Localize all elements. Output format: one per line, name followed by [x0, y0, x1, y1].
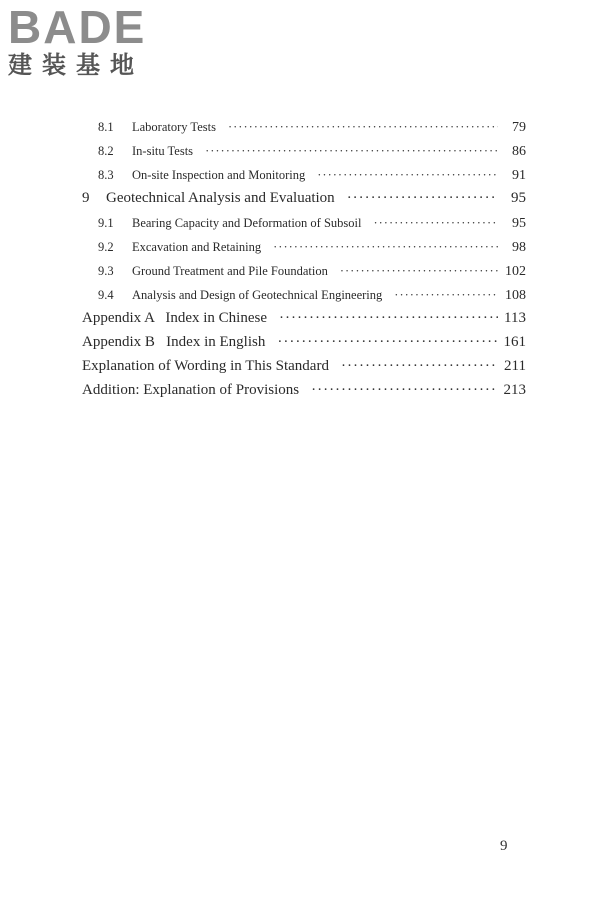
toc-entry-page: 79 — [512, 120, 526, 135]
toc-entry-title: Appendix B Index in English — [82, 334, 266, 350]
toc-entry-number: 8.1 — [98, 120, 114, 134]
footer-page-number: 9 — [500, 838, 508, 854]
toc-leader-dots — [341, 358, 498, 375]
toc-entry-title: Analysis and Design of Geotechnical Engineering — [132, 288, 383, 302]
toc-entry-number: 9.2 — [98, 240, 114, 254]
toc-entry-9-4[interactable] — [98, 288, 526, 304]
toc-entry-explanation-of-wording[interactable] — [82, 358, 526, 375]
toc-leader-dots — [394, 288, 498, 303]
toc-entry-page: 211 — [504, 358, 526, 374]
toc-entry-number: 9.3 — [98, 264, 114, 278]
toc-entry-number: 9.4 — [98, 288, 114, 302]
toc-entry-title: Geotechnical Analysis and Evaluation — [106, 190, 335, 206]
toc-leader-dots — [317, 168, 498, 183]
toc-entry-8-2[interactable] — [98, 144, 526, 160]
toc-leader-dots — [277, 334, 497, 351]
toc-entry-number: 9 — [82, 190, 90, 206]
toc-entry-page: 86 — [512, 144, 526, 159]
toc-entry-addition[interactable] — [82, 382, 526, 399]
toc-entry-9-3[interactable] — [98, 264, 526, 280]
toc-entry-page: 95 — [512, 216, 526, 231]
toc-entry-page: 98 — [512, 240, 526, 255]
logo-chinese-text: 建装基地 — [8, 51, 144, 79]
toc-leader-dots — [373, 216, 498, 231]
toc-leader-dots — [228, 120, 498, 135]
toc-entry-title: Laboratory Tests — [132, 120, 216, 134]
toc-entry-page: 213 — [503, 382, 526, 398]
toc-leader-dots — [311, 382, 497, 399]
toc-entry-page: 102 — [505, 264, 526, 279]
toc-entry-number: 8.3 — [98, 168, 114, 182]
toc-entry-title: Ground Treatment and Pile Foundation — [132, 264, 328, 278]
toc-entry-page: 108 — [505, 288, 526, 303]
toc-entry-title: Addition: Explanation of Provisions — [82, 382, 300, 398]
toc-entry-title: In-situ Tests — [132, 144, 194, 158]
toc-entry-page: 91 — [512, 168, 526, 183]
toc-entry-number: 9.1 — [98, 216, 114, 230]
toc-leader-dots — [205, 144, 498, 159]
bade-logo — [8, 2, 178, 80]
toc-entry-8-3[interactable] — [98, 168, 526, 184]
toc-entry-page: 161 — [503, 334, 526, 350]
toc-entry-title: Appendix A Index in Chinese — [82, 310, 267, 326]
toc-entry-title: On-site Inspection and Monitoring — [132, 168, 306, 182]
toc-leader-dots — [279, 310, 498, 327]
toc-entry-title: Excavation and Retaining — [132, 240, 262, 254]
toc-entry-page: 113 — [504, 310, 526, 326]
toc-entry-9-2[interactable] — [98, 240, 526, 256]
logo-latin-text: BADE — [8, 1, 147, 53]
toc-leader-dots — [340, 264, 498, 279]
toc-entry-9-1[interactable] — [98, 216, 526, 232]
toc-entry-appendix-a[interactable] — [82, 310, 526, 327]
toc-leader-dots — [273, 240, 498, 255]
toc-entry-title: Explanation of Wording in This Standard — [82, 358, 329, 374]
toc-entry-8-1[interactable] — [98, 120, 526, 136]
toc-leader-dots — [347, 190, 498, 207]
toc-entry-appendix-b[interactable] — [82, 334, 526, 351]
toc-entry-number: 8.2 — [98, 144, 114, 158]
toc-entry-page: 95 — [511, 190, 526, 206]
toc-entry-chapter-9[interactable] — [82, 190, 526, 207]
toc-entry-title: Bearing Capacity and Deformation of Subsoil — [132, 216, 362, 230]
